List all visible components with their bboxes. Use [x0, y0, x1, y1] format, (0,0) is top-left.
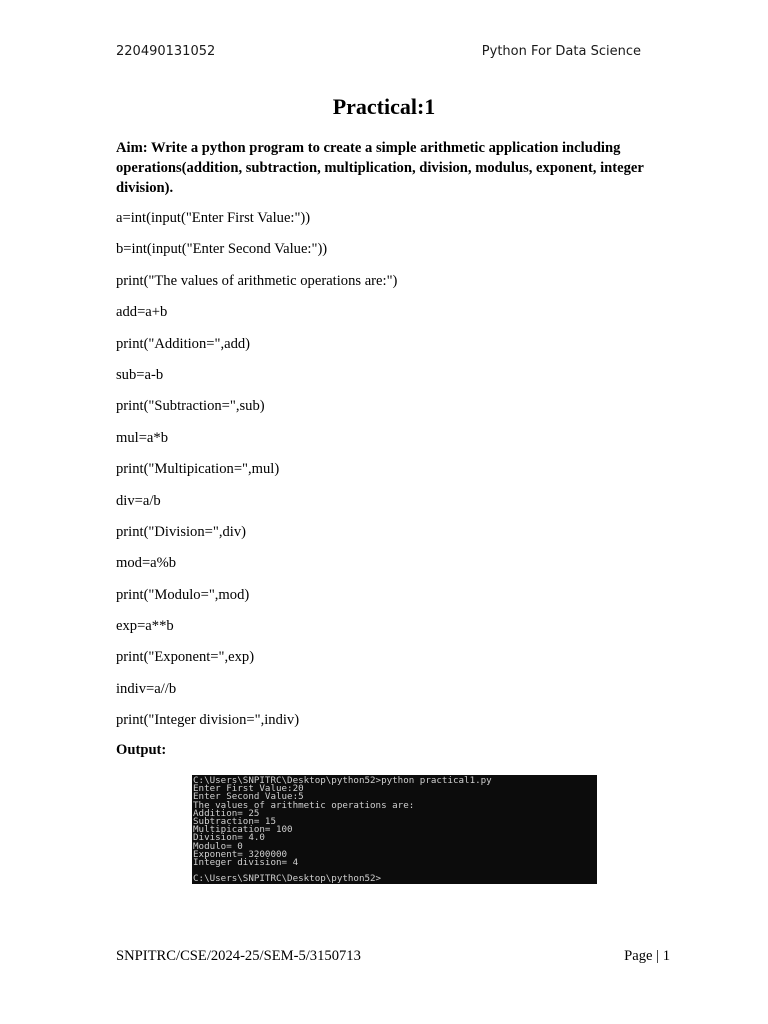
- console-line: Subtraction= 15: [193, 815, 276, 827]
- console-line: Division= 4.0: [193, 832, 265, 844]
- code-line: print("Subtraction=",sub): [116, 398, 265, 415]
- console-line: C:\Users\SNPITRC\Desktop\python52>python practical1.py: [193, 775, 492, 786]
- code-line: print("The values of arithmetic operations are:"): [116, 272, 398, 289]
- code-line: add=a+b: [116, 304, 168, 321]
- console-prompt: C:\Users\SNPITRC\Desktop\python52>: [193, 873, 382, 884]
- code-line: print("Exponent=",exp): [116, 649, 255, 666]
- footer-course-code: SNPITRC/CSE/2024-25/SEM-5/3150713: [116, 948, 361, 964]
- console-line: Exponent= 3200000: [193, 848, 288, 860]
- header-subject: Python For Data Science: [481, 44, 641, 59]
- code-line: print("Division=",div): [116, 523, 246, 540]
- code-line: div=a/b: [116, 492, 161, 509]
- output-label: Output:: [116, 742, 167, 758]
- code-line: print("Addition=",add): [116, 335, 251, 352]
- console-line: Modulo= 0: [193, 840, 243, 852]
- console-line: Multipication= 100: [193, 824, 293, 836]
- code-line: a=int(input("Enter First Value:")): [116, 210, 311, 226]
- console-line: Integer division= 4: [193, 856, 299, 868]
- header-enrollment-number: 220490131052: [116, 44, 216, 59]
- footer-page-number: Page | 1: [624, 948, 670, 964]
- code-line: mod=a%b: [116, 555, 177, 572]
- page-title: Practical:1: [332, 94, 436, 119]
- console-output-screenshot: [192, 775, 597, 884]
- console-line: Addition= 25: [193, 807, 260, 819]
- code-line: sub=a-b: [116, 366, 164, 383]
- code-line: print("Integer division=",indiv): [116, 712, 300, 729]
- code-line: print("Modulo=",mod): [116, 586, 250, 603]
- console-line: Enter First Value:20: [193, 783, 304, 795]
- aim-text: Aim: Write a python program to create a simple arithmetic application including operations(addition, subtraction, multiplication, division, modulus, exponent, integer division).: [116, 140, 644, 196]
- console-line: The values of arithmetic operations are:: [193, 799, 415, 811]
- code-line: indiv=a//b: [116, 680, 177, 697]
- code-line: print("Multipication=",mul): [116, 461, 280, 478]
- code-line: b=int(input("Enter Second Value:")): [116, 241, 328, 258]
- code-line: mul=a*b: [116, 429, 169, 446]
- code-listing: [116, 208, 676, 742]
- code-line: exp=a**b: [116, 618, 174, 635]
- console-line: Enter Second Value:5: [193, 791, 304, 803]
